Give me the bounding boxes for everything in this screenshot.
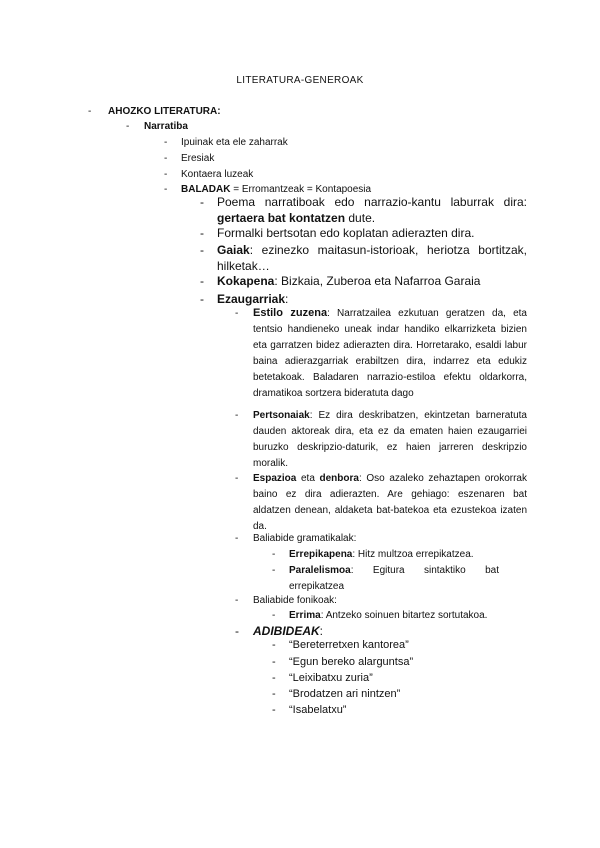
- item-formalki: Formalki bertsotan edo koplatan adierazten dira.: [217, 226, 475, 240]
- bullet-dash: -: [200, 226, 204, 240]
- bullet-dash: -: [272, 565, 276, 576]
- item-ipuinak: Ipuinak eta ele zaharrak: [181, 137, 288, 148]
- bullet-dash: -: [235, 533, 239, 544]
- item-espazioa-denbora: Espazioa eta denbora: Oso azaleko zehaztapen orokorrak baino ez dira adierazten. Are gehiago: eszenaren bat aldatzen denean, aldaketa bat-batekoa eta ezustekoa izaten da.: [253, 473, 527, 532]
- bullet-dash: -: [235, 595, 239, 606]
- heading-ahozko: AHOZKO LITERATURA:: [108, 106, 221, 117]
- example-bereterretxen: “Bereterretxen kantorea”: [289, 639, 409, 651]
- bullet-dash: -: [164, 153, 168, 164]
- example-leixibatxu: “Leixibatxu zuria”: [289, 672, 373, 684]
- bullet-dash: -: [126, 121, 130, 132]
- item-pertsonaiak: Pertsonaiak: Ez dira deskribatzen, ekintzetan barneratuta dauden aktoreak dira, eta ez da ematen haien ezaugarriei buruzko deskripzio-daturik, ez haien jarreren deskripzio moralik.: [253, 410, 527, 469]
- bullet-dash: -: [200, 195, 204, 209]
- bullet-dash: -: [164, 137, 168, 148]
- example-egun-bereko: “Egun bereko alarguntsa”: [289, 656, 414, 668]
- bullet-dash: -: [272, 688, 276, 700]
- bullet-dash: -: [235, 624, 239, 638]
- example-isabelatxu: “Isabelatxu”: [289, 704, 347, 716]
- bullet-dash: -: [272, 610, 276, 621]
- item-eresiak: Eresiak: [181, 153, 215, 164]
- item-poema-narratiboak: Poema narratiboak edo narrazio-kantu laburrak dira: gertaera bat kontatzen dute.: [217, 195, 527, 225]
- heading-adibideak: ADIBIDEAK:: [253, 624, 324, 638]
- item-baliabide-fonikoak: Baliabide fonikoak:: [253, 595, 337, 606]
- item-errima: Errima: Antzeko soinuen bitartez sortutakoa.: [289, 610, 488, 621]
- bullet-dash: -: [200, 243, 204, 257]
- example-brodatzen: “Brodatzen ari nintzen”: [289, 688, 401, 700]
- item-ezaugarriak: Ezaugarriak:: [217, 292, 289, 306]
- bullet-dash: -: [235, 410, 239, 421]
- bullet-dash: -: [200, 292, 204, 306]
- bullet-dash: -: [200, 274, 204, 288]
- item-estilo-zuzena: Estilo zuzena: Narratzailea ezkutuan geratzen da, eta tentsio handieneko uneak indar handiko elkarrizketa bizien eta garratzen bidez adierazten dira. Horretarako, esaldi labur baina adierazgarriak erabiltzen dira, indarrez eta edukiz betetakoak. Baladaren narrazio-estiloa efektu oldarkorra, dramatikoa sortzera bideratuta dago: [253, 307, 527, 399]
- page-title: LITERATURA-GENEROAK: [236, 75, 364, 86]
- item-gaiak: Gaiak: ezinezko maitasun-istorioak, heriotza bortitzak, hilketak…: [217, 243, 527, 273]
- item-paralelismoa: Paralelismoa: Egitura sintaktiko bat errepikatzea: [289, 565, 499, 592]
- item-kokapena: Kokapena: Bizkaia, Zuberoa eta Nafarroa Garaia: [217, 274, 481, 288]
- bullet-dash: -: [272, 704, 276, 716]
- bullet-dash: -: [272, 672, 276, 684]
- item-errepikapena: Errepikapena: Hitz multzoa errepikatzea.: [289, 549, 474, 560]
- item-kontaera: Kontaera luzeak: [181, 169, 254, 180]
- bullet-dash: -: [164, 184, 168, 195]
- bullet-dash: -: [272, 549, 276, 560]
- bullet-dash: -: [235, 308, 239, 319]
- item-baladak: BALADAK = Erromantzeak = Kontapoesia: [181, 184, 372, 195]
- bullet-dash: -: [272, 639, 276, 651]
- bullet-dash: -: [235, 473, 239, 484]
- heading-narratiba: Narratiba: [144, 121, 188, 132]
- bullet-dash: -: [88, 106, 92, 117]
- item-baliabide-gramatikalak: Baliabide gramatikalak:: [253, 533, 357, 544]
- bullet-dash: -: [272, 656, 276, 668]
- bullet-dash: -: [164, 169, 168, 180]
